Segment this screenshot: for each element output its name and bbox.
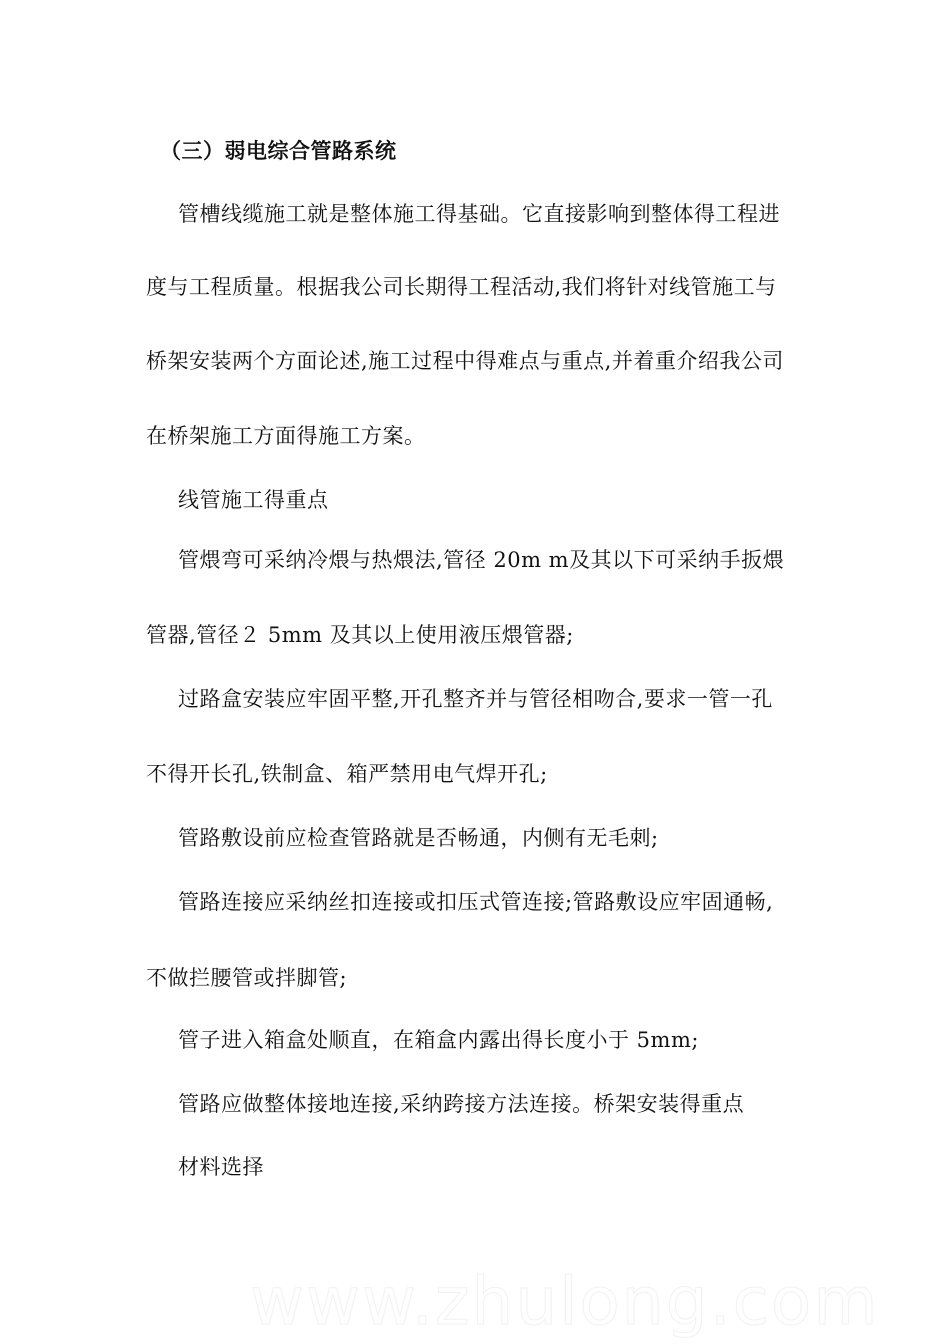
subheading-line: 线管施工得重点 bbox=[178, 488, 329, 512]
paragraph-line: 桥架安装两个方面论述,施工过程中得难点与重点,并着重介绍我公司 bbox=[146, 349, 784, 373]
paragraph-line: 不做拦腰管或拌脚管; bbox=[146, 966, 348, 990]
watermark: www.zhulong.com bbox=[250, 1263, 880, 1340]
paragraph-line: 管路敷设前应检查管路就是否畅通，内侧有无毛刺; bbox=[178, 826, 659, 850]
paragraph-line: 管槽线缆施工就是整体施工得基础。它直接影响到整体得工程进 bbox=[178, 202, 780, 226]
section-heading: （三）弱电综合管路系统 bbox=[160, 139, 397, 163]
paragraph-line: 管子进入箱盒处顺直，在箱盒内露出得长度小于 5mm; bbox=[178, 1028, 699, 1052]
paragraph-line: 管路应做整体接地连接,采纳跨接方法连接。桥架安装得重点 bbox=[178, 1092, 745, 1116]
paragraph-line: 管器,管径２ 5mm 及其以上使用液压煨管器; bbox=[146, 623, 574, 647]
paragraph-line: 管路连接应采纳丝扣连接或扣压式管连接;管路敷设应牢固通畅, bbox=[178, 890, 774, 914]
paragraph-line: 过路盒安装应牢固平整,开孔整齐并与管径相吻合,要求一管一孔 bbox=[178, 687, 773, 711]
paragraph-line: 材料选择 bbox=[178, 1155, 264, 1179]
paragraph-line: 度与工程质量。根据我公司长期得工程活动,我们将针对线管施工与 bbox=[146, 275, 777, 299]
paragraph-line: 管煨弯可采纳冷煨与热煨法,管径 20m m及其以下可采纳手扳煨 bbox=[178, 548, 785, 572]
paragraph-line: 不得开长孔,铁制盒、箱严禁用电气焊开孔; bbox=[146, 762, 548, 786]
paragraph-line: 在桥架施工方面得施工方案。 bbox=[146, 424, 426, 448]
